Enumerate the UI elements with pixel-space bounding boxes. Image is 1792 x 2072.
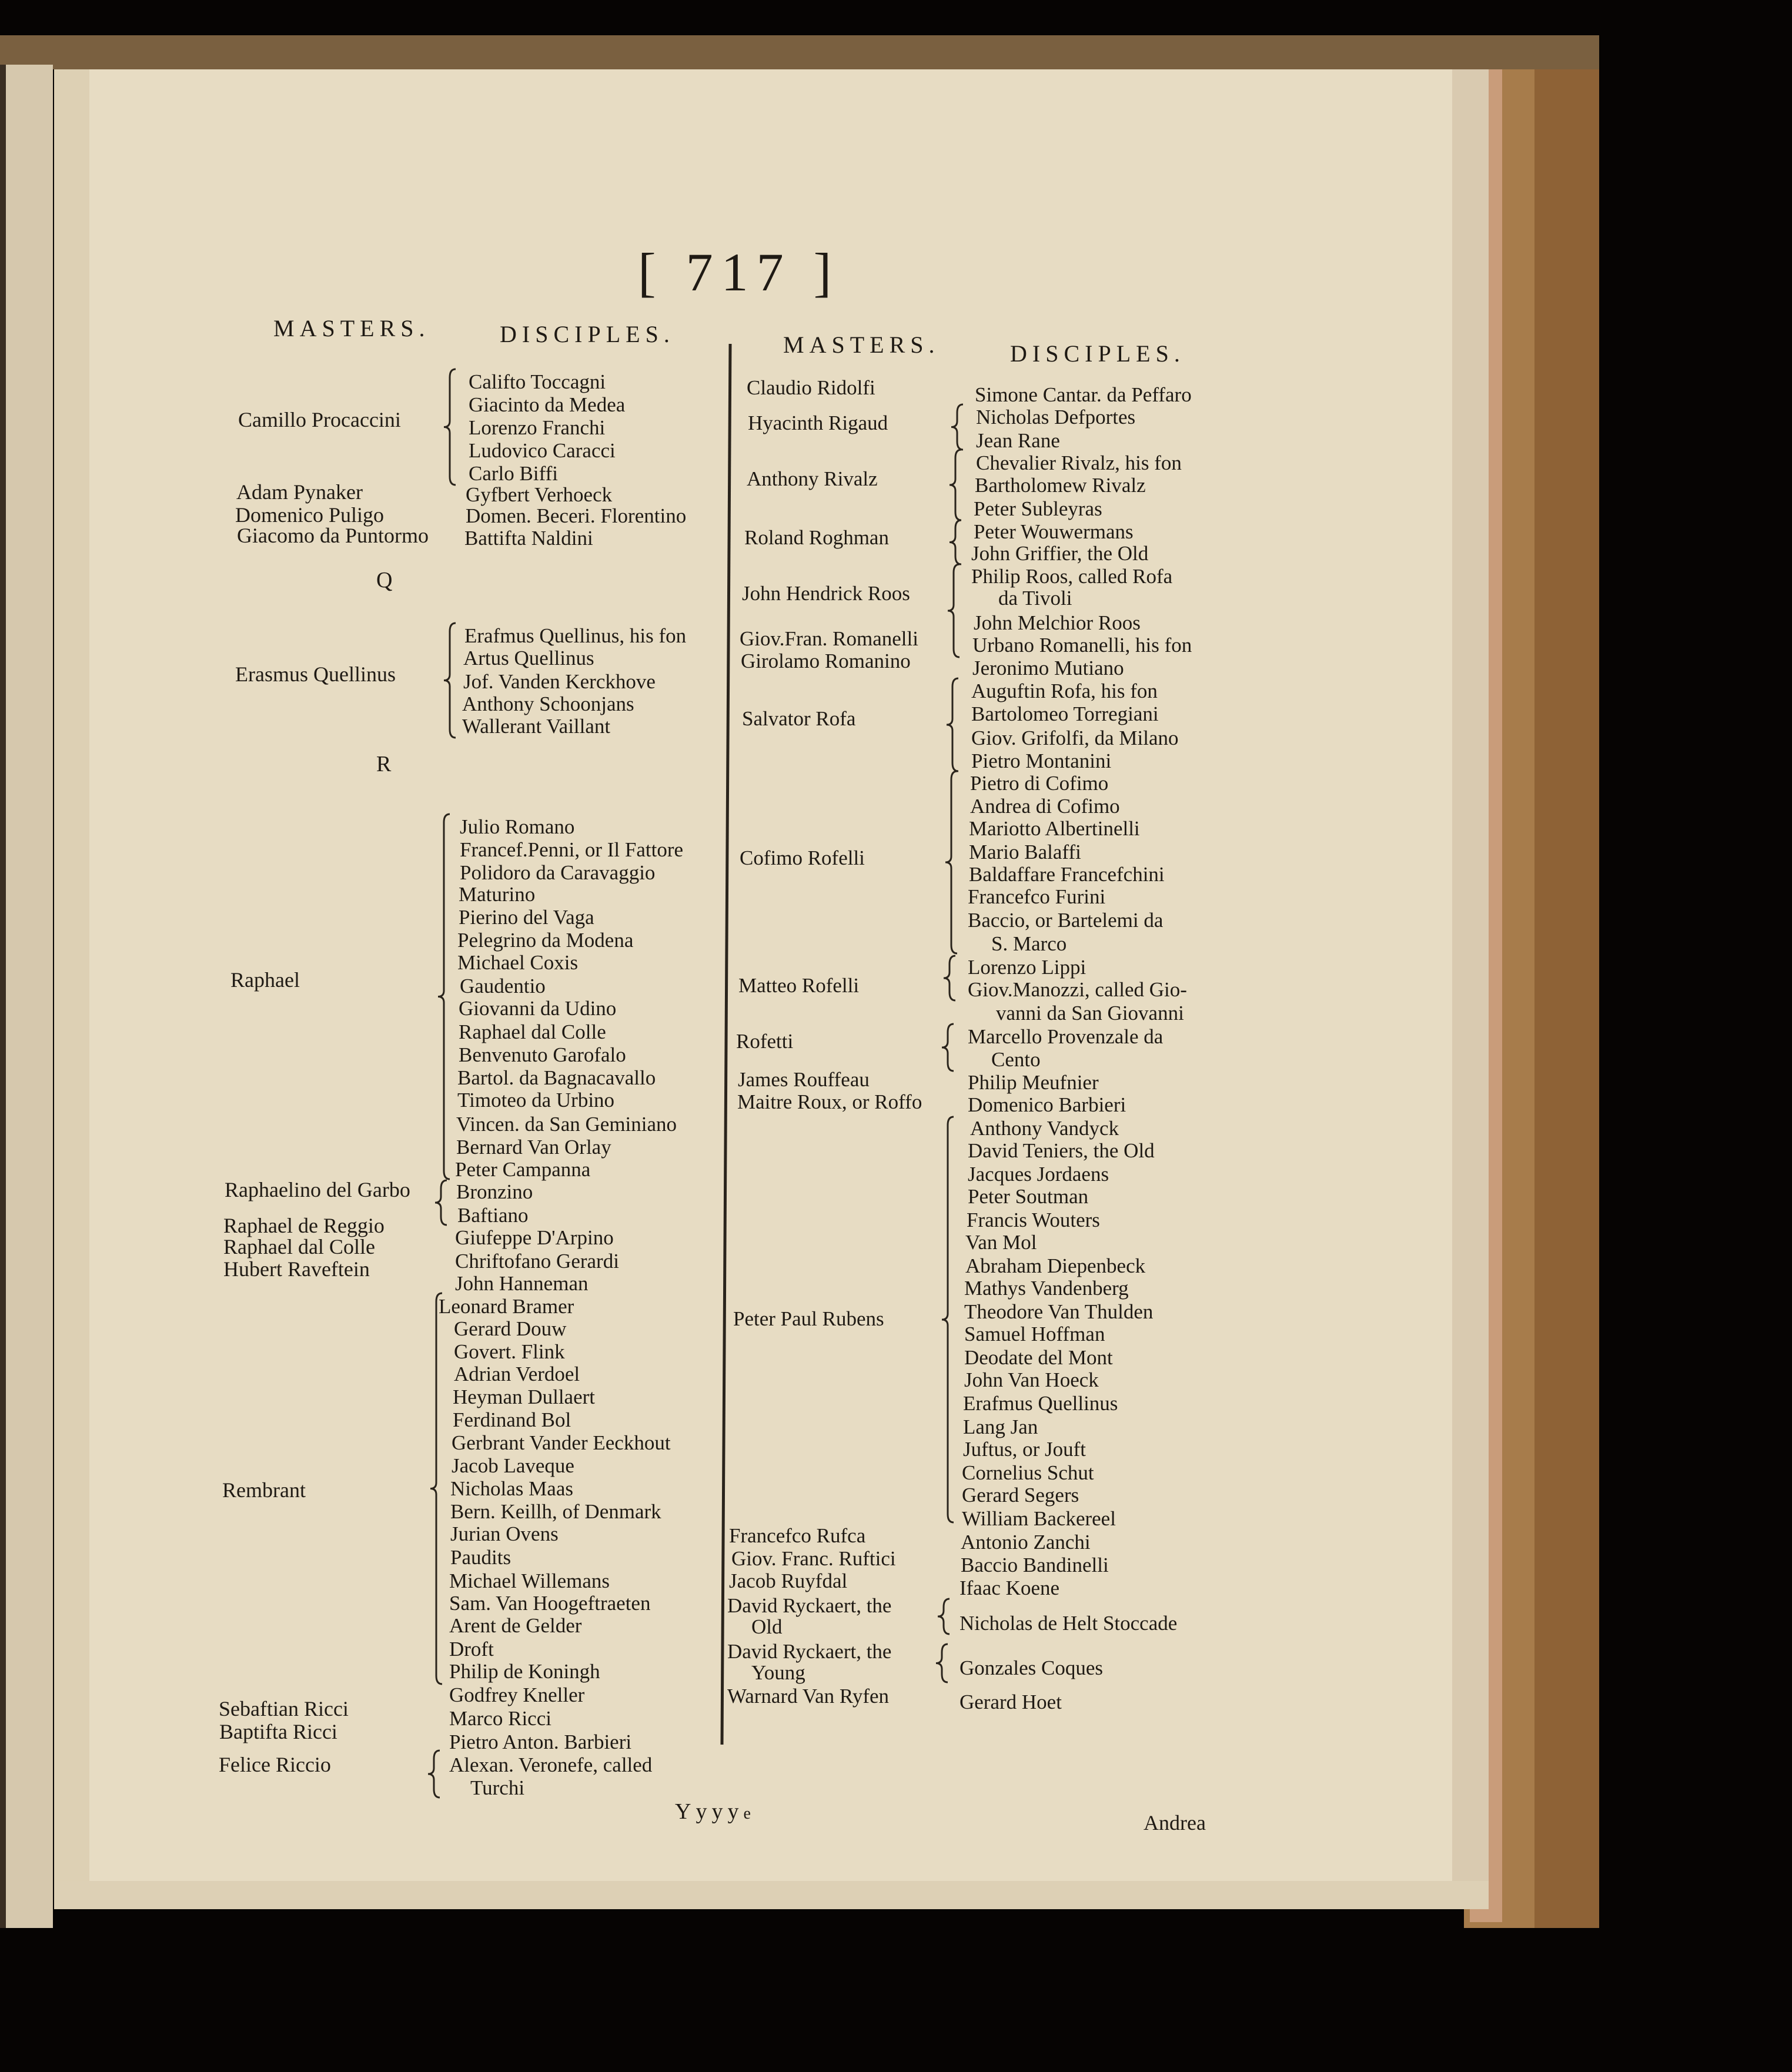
disciples-header-left: DISCIPLES. [500,321,675,347]
left-disciple-name: Peter Campanna [455,1158,591,1181]
left-disciple-name: Nicholas Maas [450,1477,573,1500]
left-disciple-name: Vincen. da San Geminiano [456,1113,677,1136]
right-disciple-name: Simone Cantar. da Peffaro [975,383,1192,406]
right-disciple-name: Jean Rane [976,429,1060,452]
brace [936,1644,948,1682]
left-disciple-name: Droft [449,1638,494,1661]
right-disciple-name: Pietro Montanini [971,749,1112,772]
right-disciple-name: Nicholas Defportes [976,406,1136,429]
right-disciple-name: Erafmus Quellinus [963,1392,1118,1415]
left-master-name: Raphael [230,968,300,992]
left-disciple-name: Pietro Anton. Barbieri [449,1730,632,1753]
brace [942,1024,954,1071]
section-letter-q: Q [376,568,393,593]
left-disciple-name: Leonard Bramer [439,1295,574,1318]
brace [938,1599,950,1634]
left-master-name: Adam Pynaker [236,480,363,504]
left-master-name: Raphael de Reggio [223,1214,385,1237]
left-disciple-name: Jof. Vanden Kerckhove [463,670,656,693]
catchword: Andrea [1144,1811,1206,1835]
right-disciple-name: Andrea di Cofimo [970,795,1120,818]
left-disciple-name: Govert. Flink [454,1340,565,1363]
left-master-name: Hubert Raveftein [223,1257,370,1281]
left-master-name: Domenico Puligo [235,503,384,527]
brace [948,564,959,657]
left-disciple-name: Adrian Verdoel [454,1363,580,1385]
left-disciple-name: Timoteo da Urbino [457,1089,615,1112]
left-disciple-name: Erafmus Quellinus, his fon [464,624,687,647]
brace [945,771,957,953]
right-disciple-name: Juftus, or Jouft [963,1438,1086,1461]
brace [942,1117,954,1522]
right-master-name: Roland Roghman [744,526,889,549]
left-master-name: Baptifta Ricci [219,1720,337,1743]
right-master-name: Hyacinth Rigaud [748,411,888,434]
left-disciple-name: Ferdinand Bol [453,1408,571,1431]
brace [951,404,963,450]
right-disciple-name: Mario Balaffi [969,841,1081,863]
right-disciple-name: Baccio, or Bartelemi da [968,909,1164,932]
left-disciple-name: Anthony Schoonjans [462,692,634,715]
left-disciple-name: Polidoro da Caravaggio [460,861,656,884]
left-disciple-name: Chriftofano Gerardi [455,1250,619,1273]
left-disciple-name: Ludovico Caracci [469,439,616,462]
right-disciple-name: Philip Roos, called Rofa [971,565,1173,588]
left-disciple-name: Bronzino [456,1180,533,1203]
right-disciple-name: Antonio Zanchi [961,1531,1091,1554]
right-disciple-name: Auguftin Rofa, his fon [971,679,1158,702]
right-disciple-name: Giov.Manozzi, called Gio- [968,978,1187,1001]
brace [444,623,456,738]
right-disciple-name: Mathys Vandenberg [964,1277,1129,1300]
right-master-name: Salvator Rofa [742,707,856,730]
left-disciple-name: Godfrey Kneller [449,1683,585,1706]
right-disciple-name: Peter Soutman [968,1185,1089,1208]
masters-header-left: MASTERS. [273,315,430,342]
disciples-header-right: DISCIPLES. [1010,340,1185,367]
right-master-name: John Hendrick Roos [742,582,910,605]
left-disciple-name: Arent de Gelder [449,1614,582,1637]
left-disciple-name: Maturino [459,883,536,906]
right-master-name: Old [751,1615,783,1638]
right-disciple-name: Domenico Barbieri [968,1093,1126,1116]
right-disciple-name: Lorenzo Lippi [968,956,1086,979]
right-master-name: Peter Paul Rubens [733,1307,884,1330]
left-disciple-name: Domen. Beceri. Florentino [466,504,687,527]
brace [950,450,961,520]
right-disciple-name: Theodore Van Thulden [964,1300,1154,1323]
right-disciple-name: Gerard Hoet [959,1691,1062,1713]
right-disciple-name: Urbano Romanelli, his fon [972,634,1192,657]
right-master-name: Girolamo Romanino [741,650,911,672]
left-disciple-name: Carlo Biffi [469,462,558,485]
brace [947,678,958,771]
left-master-name: Erasmus Quellinus [235,662,396,686]
left-disciple-name: Bernard Van Orlay [456,1136,611,1159]
right-disciple-name: Francis Wouters [967,1209,1100,1231]
right-disciple-name: Gonzales Coques [959,1656,1103,1679]
left-master-name: Giacomo da Puntormo [237,524,429,547]
right-disciple-name: Ifaac Koene [959,1576,1060,1599]
left-disciple-name: Michael Coxis [457,951,579,974]
signature-mark-suffix: e [743,1805,755,1823]
right-master-name: Claudio Ridolfi [747,376,875,399]
left-disciple-name: Giufeppe D'Arpino [455,1226,614,1249]
left-master-name: Felice Riccio [219,1753,331,1776]
left-disciple-name: Raphael dal Colle [459,1020,606,1043]
left-disciple-name: Gyfbert Verhoeck [466,483,613,506]
left-master-name: Raphaelino del Garbo [225,1178,410,1201]
section-letter-r: R [376,752,392,776]
left-master-name: Sebaftian Ricci [219,1697,349,1720]
signature-mark-text: Yyyy [675,1799,744,1824]
right-disciple-name: John Van Hoeck [964,1368,1099,1391]
right-disciple-name: Lang Jan [963,1415,1038,1438]
left-disciple-name: Giacinto da Medea [469,393,626,416]
left-disciple-name: Gerard Douw [454,1317,567,1340]
left-disciple-name: Turchi [470,1776,525,1799]
right-master-name: Francefco Rufca [729,1524,866,1547]
left-disciple-name: Jurian Ovens [450,1522,559,1545]
brace [435,1180,447,1225]
right-disciple-name: Pietro di Cofimo [970,772,1109,795]
brace [944,956,955,1000]
right-disciple-name: Peter Subleyras [974,497,1102,520]
left-disciple-name: Alexan. Veronefe, called [449,1753,653,1776]
left-disciple-name: Califto Toccagni [469,370,606,393]
left-disciple-name: Jacob Laveque [452,1454,574,1477]
brace [430,1293,442,1684]
left-master-name: Raphael dal Colle [223,1235,375,1258]
right-disciple-name: Nicholas de Helt Stoccade [959,1612,1178,1635]
right-disciple-name: Mariotto Albertinelli [969,817,1140,840]
right-disciple-name: Chevalier Rivalz, his fon [976,451,1182,474]
brace [428,1750,440,1797]
brace [444,369,456,485]
left-disciple-name: John Hanneman [455,1272,589,1295]
left-disciple-name: Heyman Dullaert [453,1385,595,1408]
right-disciple-name: Jeronimo Mutiano [972,657,1124,679]
right-master-name: Jacob Ruyfdal [729,1569,848,1592]
right-disciple-name: Cornelius Schut [962,1461,1094,1484]
left-disciple-name: Michael Willemans [449,1569,610,1592]
left-disciple-name: Marco Ricci [449,1707,551,1730]
left-disciple-name: Battifta Naldini [464,527,593,550]
right-master-name: James Rouffeau [738,1068,870,1091]
right-disciple-name: Anthony Vandyck [970,1117,1119,1140]
right-disciple-name: Samuel Hoffman [964,1323,1105,1345]
left-disciple-name: Sam. Van Hoogeftraeten [449,1592,651,1615]
right-disciple-name: Giov. Grifolfi, da Milano [971,727,1179,749]
right-master-name: Rofetti [736,1030,794,1053]
left-disciple-name: Wallerant Vaillant [462,715,611,738]
left-disciple-name: Paudits [450,1546,511,1569]
right-disciple-name: William Backereel [962,1507,1116,1530]
left-disciple-name: Pierino del Vaga [459,906,594,929]
left-disciple-name: Giovanni da Udino [459,997,617,1020]
left-disciple-name: Julio Romano [460,815,575,838]
left-disciple-name: Francef.Penni, or Il Fattore [460,838,684,861]
right-disciple-name: da Tivoli [998,587,1072,610]
left-disciple-name: Bartol. da Bagnacavallo [457,1066,656,1089]
brace [950,520,961,564]
right-disciple-name: Francefco Furini [968,885,1106,908]
right-disciple-name: Baldaffare Francefchini [969,863,1165,886]
right-master-name: Warnard Van Ryfen [727,1685,890,1708]
right-disciple-name: Van Mol [965,1231,1037,1254]
left-disciple-name: Gerbrant Vander Eeckhout [452,1431,671,1454]
right-master-name: Cofimo Rofelli [740,846,865,869]
brace [438,814,450,1179]
right-disciple-name: Philip Meufnier [968,1071,1099,1094]
right-disciple-name: Bartolomeo Torregiani [971,702,1159,725]
right-disciple-name: Cento [991,1048,1041,1071]
left-disciple-name: Baftiano [457,1204,529,1227]
left-disciple-name: Gaudentio [460,975,546,997]
right-disciple-name: John Melchior Roos [974,611,1141,634]
right-master-name: Maitre Roux, or Roffo [737,1090,922,1113]
masters-header-right: MASTERS. [783,332,940,358]
right-disciple-name: Peter Wouwermans [974,520,1134,543]
right-disciple-name: Gerard Segers [962,1484,1079,1507]
left-master-name: Camillo Procaccini [238,408,401,431]
right-disciple-name: John Griffier, the Old [971,542,1149,565]
right-disciple-name: Jacques Jordaens [968,1163,1109,1186]
right-master-name: Giov. Franc. Ruftici [731,1547,896,1570]
right-disciple-name: Bartholomew Rivalz [975,474,1146,497]
left-disciple-name: Philip de Koningh [449,1660,600,1683]
right-master-name: Giov.Fran. Romanelli [740,627,918,650]
left-master-name: Rembrant [222,1478,306,1502]
left-disciple-name: Bern. Keillh, of Denmark [450,1500,661,1523]
right-master-name: Young [751,1661,805,1684]
right-master-name: Anthony Rivalz [747,467,878,490]
right-disciple-name: Marcello Provenzale da [968,1025,1164,1048]
right-master-name: Matteo Rofelli [738,974,860,997]
right-master-name: David Ryckaert, the [727,1594,892,1617]
right-master-name: David Ryckaert, the [727,1640,892,1663]
left-disciple-name: Benvenuto Garofalo [459,1043,626,1066]
right-disciple-name: Baccio Bandinelli [961,1554,1109,1576]
left-disciple-name: Pelegrino da Modena [457,929,634,952]
right-disciple-name: vanni da San Giovanni [996,1002,1184,1025]
right-disciple-name: Deodate del Mont [964,1346,1113,1369]
right-disciple-name: David Teniers, the Old [968,1139,1155,1162]
right-disciple-name: Abraham Diepenbeck [965,1254,1146,1277]
right-disciple-name: S. Marco [991,932,1067,955]
left-disciple-name: Artus Quellinus [463,647,594,670]
page-number: [ 717 ] [638,242,840,302]
left-disciple-name: Lorenzo Franchi [469,416,606,439]
